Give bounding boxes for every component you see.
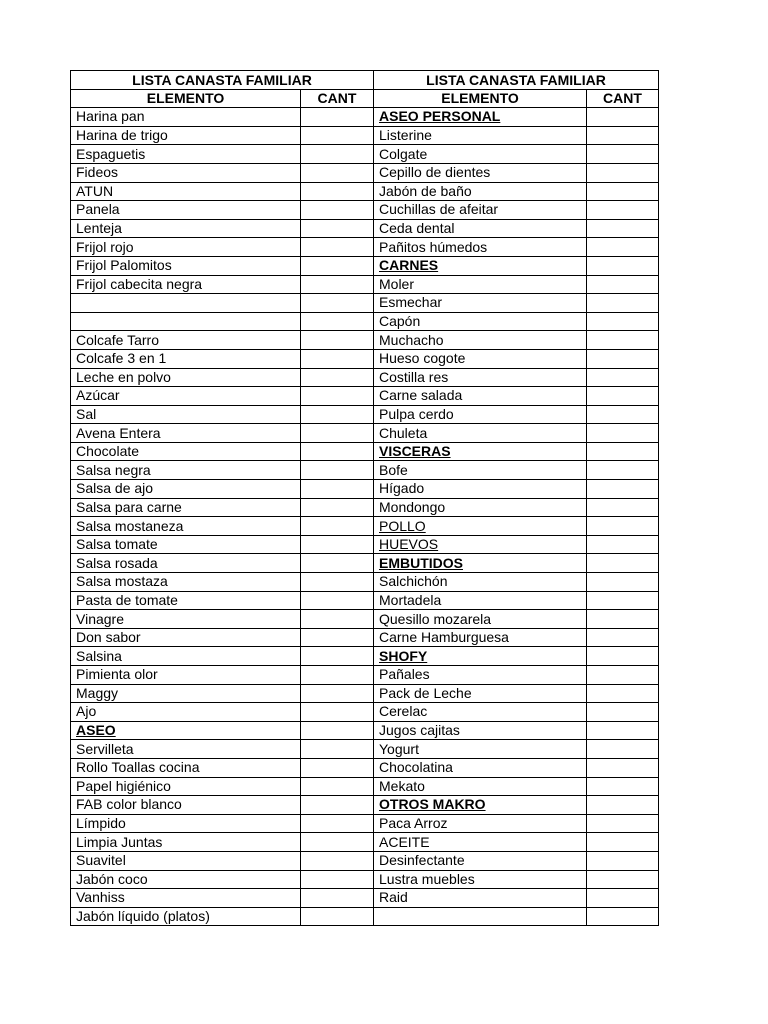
right-qty-cell[interactable] (587, 721, 659, 740)
left-item: Sal (71, 405, 301, 424)
table-row (71, 387, 659, 406)
left-qty-cell[interactable] (301, 145, 374, 164)
left-qty-cell[interactable] (301, 814, 374, 833)
left-qty-cell[interactable] (301, 312, 374, 331)
left-qty-cell[interactable] (301, 684, 374, 703)
table-row (71, 554, 659, 573)
left-item: Suavitel (71, 851, 301, 870)
underlined-item: POLLO (379, 517, 426, 534)
right-item: Chuleta (374, 424, 587, 443)
left-item: Salsa para carne (71, 498, 301, 517)
table-row (71, 758, 659, 777)
left-qty-cell[interactable] (301, 517, 374, 536)
left-qty-cell[interactable] (301, 256, 374, 275)
table-row (71, 814, 659, 833)
left-item (71, 312, 301, 331)
table-row (71, 238, 659, 257)
right-qty-cell[interactable] (587, 573, 659, 592)
left-item: Salsa tomate (71, 535, 301, 554)
left-item: Vanhiss (71, 889, 301, 908)
left-qty-cell[interactable] (301, 387, 374, 406)
right-qty-cell[interactable] (587, 387, 659, 406)
right-qty-cell[interactable] (587, 108, 659, 127)
table-row (71, 442, 659, 461)
table-row (71, 480, 659, 499)
right-item: Quesillo mozarela (374, 610, 587, 629)
left-qty-cell[interactable] (301, 777, 374, 796)
right-item: Lustra muebles (374, 870, 587, 889)
right-qty-cell[interactable] (587, 294, 659, 313)
left-qty-cell[interactable] (301, 666, 374, 685)
right-col-item-header: ELEMENTO (374, 89, 587, 108)
left-item: Pimienta olor (71, 666, 301, 685)
right-item (374, 796, 587, 815)
table-row (71, 145, 659, 164)
right-qty-cell[interactable] (587, 201, 659, 220)
table-row (71, 647, 659, 666)
left-qty-cell[interactable] (301, 480, 374, 499)
section-heading: CARNES (379, 257, 439, 274)
table-row (71, 461, 659, 480)
right-item: Bofe (374, 461, 587, 480)
right-item: Pañitos húmedos (374, 238, 587, 257)
right-list-title: LISTA CANASTA FAMILIAR (374, 71, 659, 90)
left-item: Salsa rosada (71, 554, 301, 573)
right-item (374, 256, 587, 275)
left-item: Avena Entera (71, 424, 301, 443)
left-item: Harina de trigo (71, 126, 301, 145)
right-qty-cell[interactable] (587, 182, 659, 201)
right-item: Carne salada (374, 387, 587, 406)
left-item: Lenteja (71, 219, 301, 238)
right-qty-cell[interactable] (587, 684, 659, 703)
left-qty-cell[interactable] (301, 591, 374, 610)
left-qty-cell[interactable] (301, 833, 374, 852)
right-item: Esmechar (374, 294, 587, 313)
right-item: Mondongo (374, 498, 587, 517)
table-row (71, 740, 659, 759)
right-qty-cell[interactable] (587, 796, 659, 815)
left-item: Rollo Toallas cocina (71, 758, 301, 777)
left-item: Fideos (71, 163, 301, 182)
left-item: Pasta de tomate (71, 591, 301, 610)
left-item: ATUN (71, 182, 301, 201)
table-row (71, 777, 659, 796)
underlined-item: HUEVOS (379, 536, 439, 553)
left-qty-cell[interactable] (301, 758, 374, 777)
right-qty-cell[interactable] (587, 535, 659, 554)
right-qty-cell[interactable] (587, 461, 659, 480)
right-qty-cell[interactable] (587, 610, 659, 629)
section-heading: OTROS MAKRO (379, 796, 486, 813)
left-qty-cell[interactable] (301, 182, 374, 201)
right-col-qty-header: CANT (587, 89, 659, 108)
right-qty-cell[interactable] (587, 219, 659, 238)
table-row (71, 703, 659, 722)
right-item: Muchacho (374, 331, 587, 350)
right-item: Jugos cajitas (374, 721, 587, 740)
shopping-list-table (70, 70, 659, 926)
right-item (374, 647, 587, 666)
table-row (71, 889, 659, 908)
table-row (71, 870, 659, 889)
left-qty-cell[interactable] (301, 610, 374, 629)
right-qty-cell[interactable] (587, 777, 659, 796)
left-qty-cell[interactable] (301, 554, 374, 573)
table-row (71, 610, 659, 629)
table-row (71, 591, 659, 610)
left-item: Salsina (71, 647, 301, 666)
right-item: Pañales (374, 666, 587, 685)
table-row (71, 163, 659, 182)
left-qty-cell[interactable] (301, 647, 374, 666)
left-qty-cell[interactable] (301, 703, 374, 722)
table-row (71, 108, 659, 127)
right-qty-cell[interactable] (587, 498, 659, 517)
left-item: Jabón coco (71, 870, 301, 889)
left-qty-cell[interactable] (301, 126, 374, 145)
right-item: Pulpa cerdo (374, 405, 587, 424)
left-item: Papel higiénico (71, 777, 301, 796)
left-item: Espaguetis (71, 145, 301, 164)
left-qty-cell[interactable] (301, 535, 374, 554)
left-col-item-header: ELEMENTO (71, 89, 301, 108)
right-qty-cell[interactable] (587, 275, 659, 294)
left-qty-cell[interactable] (301, 238, 374, 257)
table-row (71, 275, 659, 294)
right-item: Cerelac (374, 703, 587, 722)
table-row (71, 498, 659, 517)
left-item: Limpia Juntas (71, 833, 301, 852)
left-item: Servilleta (71, 740, 301, 759)
right-qty-cell[interactable] (587, 740, 659, 759)
left-item: Salsa mostaneza (71, 517, 301, 536)
right-qty-cell[interactable] (587, 851, 659, 870)
right-qty-cell[interactable] (587, 833, 659, 852)
table-row (71, 405, 659, 424)
table-row (71, 833, 659, 852)
right-qty-cell[interactable] (587, 628, 659, 647)
right-qty-cell[interactable] (587, 554, 659, 573)
right-item: Costilla res (374, 368, 587, 387)
table-row (71, 201, 659, 220)
left-qty-cell[interactable] (301, 275, 374, 294)
right-item: Yogurt (374, 740, 587, 759)
left-item: Frijol cabecita negra (71, 275, 301, 294)
left-item: Salsa de ajo (71, 480, 301, 499)
left-qty-cell[interactable] (301, 368, 374, 387)
right-item: Raid (374, 889, 587, 908)
table-row (71, 126, 659, 145)
left-item: FAB color blanco (71, 796, 301, 815)
right-item: Paca Arroz (374, 814, 587, 833)
table-row (71, 219, 659, 238)
right-item: Moler (374, 275, 587, 294)
table-row (71, 684, 659, 703)
left-item: Colcafe 3 en 1 (71, 349, 301, 368)
right-item: Colgate (374, 145, 587, 164)
left-qty-cell[interactable] (301, 349, 374, 368)
section-heading: VISCERAS (379, 443, 451, 460)
right-qty-cell[interactable] (587, 907, 659, 926)
left-qty-cell[interactable] (301, 851, 374, 870)
table-row (71, 182, 659, 201)
left-qty-cell[interactable] (301, 163, 374, 182)
right-qty-cell[interactable] (587, 368, 659, 387)
table-row (71, 721, 659, 740)
right-qty-cell[interactable] (587, 870, 659, 889)
left-list-title: LISTA CANASTA FAMILIAR (71, 71, 374, 90)
section-heading: EMBUTIDOS (379, 554, 463, 571)
right-item: Pack de Leche (374, 684, 587, 703)
left-qty-cell[interactable] (301, 201, 374, 220)
section-heading: ASEO (76, 722, 116, 739)
right-qty-cell[interactable] (587, 591, 659, 610)
left-qty-cell[interactable] (301, 721, 374, 740)
right-item: Ceda dental (374, 219, 587, 238)
table-row (71, 368, 659, 387)
left-qty-cell[interactable] (301, 889, 374, 908)
left-item: Panela (71, 201, 301, 220)
left-qty-cell[interactable] (301, 628, 374, 647)
right-qty-cell[interactable] (587, 480, 659, 499)
right-item: Hígado (374, 480, 587, 499)
right-item (374, 442, 587, 461)
right-qty-cell[interactable] (587, 666, 659, 685)
right-item: Mortadela (374, 591, 587, 610)
left-col-qty-header: CANT (301, 89, 374, 108)
right-item (374, 554, 587, 573)
right-qty-cell[interactable] (587, 442, 659, 461)
table-row (71, 349, 659, 368)
left-item (71, 721, 301, 740)
left-item: Ajo (71, 703, 301, 722)
right-qty-cell[interactable] (587, 814, 659, 833)
left-item: Maggy (71, 684, 301, 703)
right-item: ACEITE (374, 833, 587, 852)
right-qty-cell[interactable] (587, 312, 659, 331)
title-row (71, 71, 659, 90)
section-heading: SHOFY (379, 647, 428, 664)
left-item: Chocolate (71, 442, 301, 461)
left-qty-cell[interactable] (301, 461, 374, 480)
right-qty-cell[interactable] (587, 889, 659, 908)
left-item: Límpido (71, 814, 301, 833)
table-row (71, 907, 659, 926)
left-qty-cell[interactable] (301, 294, 374, 313)
right-item: Capón (374, 312, 587, 331)
right-item: Jabón de baño (374, 182, 587, 201)
left-qty-cell[interactable] (301, 442, 374, 461)
table-row (71, 256, 659, 275)
table-row (71, 294, 659, 313)
right-qty-cell[interactable] (587, 517, 659, 536)
table-row (71, 312, 659, 331)
right-qty-cell[interactable] (587, 424, 659, 443)
left-qty-cell[interactable] (301, 405, 374, 424)
right-item (374, 108, 587, 127)
right-qty-cell[interactable] (587, 647, 659, 666)
right-item: Hueso cogote (374, 349, 587, 368)
right-qty-cell[interactable] (587, 126, 659, 145)
right-item: Salchichón (374, 573, 587, 592)
table-row (71, 535, 659, 554)
right-qty-cell[interactable] (587, 256, 659, 275)
left-qty-cell[interactable] (301, 498, 374, 517)
left-item: Salsa negra (71, 461, 301, 480)
right-item (374, 535, 587, 554)
left-item: Vinagre (71, 610, 301, 629)
left-qty-cell[interactable] (301, 907, 374, 926)
table-row (71, 628, 659, 647)
right-qty-cell[interactable] (587, 238, 659, 257)
left-qty-cell[interactable] (301, 573, 374, 592)
table-row (71, 573, 659, 592)
left-qty-cell[interactable] (301, 219, 374, 238)
left-qty-cell[interactable] (301, 331, 374, 350)
right-item: Chocolatina (374, 758, 587, 777)
right-qty-cell[interactable] (587, 145, 659, 164)
left-item (71, 294, 301, 313)
table-row (71, 331, 659, 350)
left-qty-cell[interactable] (301, 424, 374, 443)
right-item: Cuchillas de afeitar (374, 201, 587, 220)
right-qty-cell[interactable] (587, 703, 659, 722)
left-qty-cell[interactable] (301, 796, 374, 815)
left-qty-cell[interactable] (301, 108, 374, 127)
left-item: Jabón líquido (platos) (71, 907, 301, 926)
right-item: Mekato (374, 777, 587, 796)
right-item (374, 517, 587, 536)
shopping-list-body (71, 71, 659, 926)
right-item: Listerine (374, 126, 587, 145)
left-item: Don sabor (71, 628, 301, 647)
right-qty-cell[interactable] (587, 349, 659, 368)
table-row (71, 424, 659, 443)
left-item: Azúcar (71, 387, 301, 406)
left-item: Salsa mostaza (71, 573, 301, 592)
table-row (71, 666, 659, 685)
left-item: Harina pan (71, 108, 301, 127)
table-row (71, 851, 659, 870)
right-qty-cell[interactable] (587, 405, 659, 424)
table-row (71, 796, 659, 815)
left-item: Colcafe Tarro (71, 331, 301, 350)
section-heading: ASEO PERSONAL (379, 108, 501, 125)
right-item (374, 907, 587, 926)
left-qty-cell[interactable] (301, 870, 374, 889)
left-item: Frijol Palomitos (71, 256, 301, 275)
right-item: Desinfectante (374, 851, 587, 870)
header-row (71, 89, 659, 108)
left-qty-cell[interactable] (301, 740, 374, 759)
left-item: Frijol rojo (71, 238, 301, 257)
left-item: Leche en polvo (71, 368, 301, 387)
right-qty-cell[interactable] (587, 331, 659, 350)
right-item: Cepillo de dientes (374, 163, 587, 182)
right-qty-cell[interactable] (587, 163, 659, 182)
right-qty-cell[interactable] (587, 758, 659, 777)
table-row (71, 517, 659, 536)
right-item: Carne Hamburguesa (374, 628, 587, 647)
